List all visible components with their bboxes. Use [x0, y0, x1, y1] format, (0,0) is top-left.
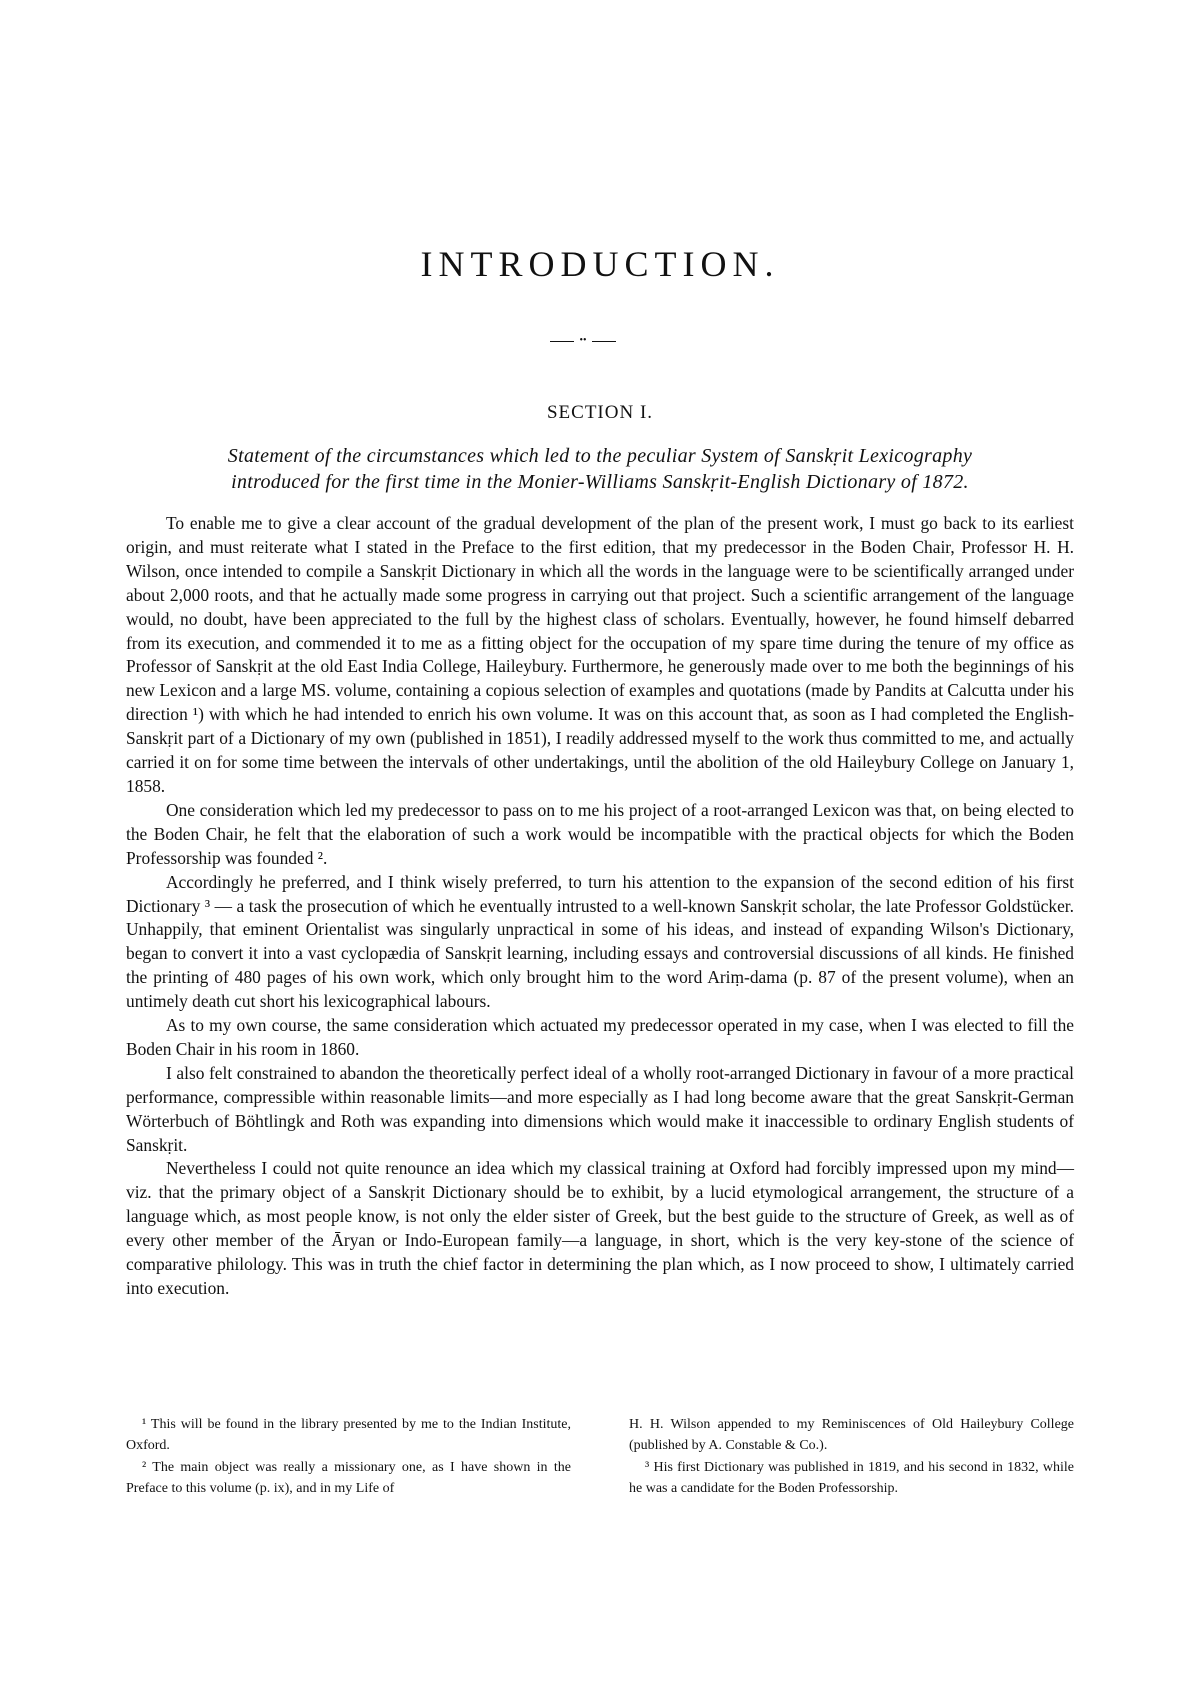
footnotes-left-column: [126, 1415, 571, 1499]
footnotes-right-column: [629, 1415, 1074, 1499]
footnote-1: ¹ This will be found in the library presented by me to the Indian Institute, Oxford.: [126, 1417, 571, 1453]
page-title: INTRODUCTION.: [420, 244, 780, 284]
section-subtitle: [120, 443, 1080, 495]
title-ornament: [550, 337, 616, 347]
body-text: [126, 512, 1074, 1301]
paragraph: One consideration which led my predecessor to pass on to me his project of a root-arranged Lexicon was that, on being elected to the Boden Chair, he felt that the elaboration of such a work would be incompatible with the practical objects for which the Boden Professorship was founded ².: [126, 799, 1074, 868]
footnote-2: ² The main object was really a missionary one, as I have shown in the Preface to this volume (p. ix), and in my Life of: [126, 1460, 571, 1496]
footnote-3: ³ His first Dictionary was published in 1819, and his second in 1832, while he was a candidate for the Boden Professorship.: [629, 1460, 1074, 1496]
footnote-2-continued: H. H. Wilson appended to my Reminiscences of Old Haileybury College (published by A. Constable & Co.).: [629, 1417, 1074, 1453]
paragraph: To enable me to give a clear account of the gradual development of the plan of the present work, I must go back to its earliest origin, and must reiterate what I stated in the Preface to the first edition, that my predecessor in the Boden Chair, Professor H. H. Wilson, once intended to compile a Sanskṛit Dictionary in which all the words in the language were to be scientifically arranged under about 2,000 roots, and that he actually made some progress in carrying out that project. Such a scientific arrangement of the language would, no doubt, have been appreciated to the full by the highest class of scholars. Eventually, however, he found himself debarred from its execution, and commended it to me as a fitting object for the occupation of my spare time during the tenure of my office as Professor of Sanskṛit at the old East India College, Haileybury. Furthermore, he generously made over to me both the beginnings of his new Lexicon and a large MS. volume, containing a copious selection of examples and quotations (made by Pandits at Calcutta under his direction ¹) with which he had intended to enrich his own volume. It was on this account that, as soon as I had completed the English-Sanskṛit part of a Dictionary of my own (published in 1851), I readily addressed myself to the work thus committed to me, and actually carried it on for some time between the intervals of other undertakings, until the abolition of the old Haileybury College on January 1, 1858.: [126, 513, 1074, 796]
paragraph: As to my own course, the same consideration which actuated my predecessor operated in my case, when I was elected to fill the Boden Chair in his room in 1860.: [126, 1015, 1074, 1059]
ornament-dots: ••: [574, 332, 592, 350]
paragraph: I also felt constrained to abandon the theoretically perfect ideal of a wholly root-arranged Dictionary in favour of a more practical performance, compressible within reasonable limits—and more especially as I had long become aware that the great Sanskṛit-German Wörterbuch of Böhtlingk and Roth was expanding into dimensions which would make it inaccessible to ordinary English students of Sanskṛit.: [126, 1062, 1074, 1155]
section-heading: SECTION I.: [546, 402, 654, 423]
subtitle-line-2: introduced for the first time in the Monier-Williams Sanskṛit-English Dictionary of 1872.: [231, 471, 969, 493]
paragraph: Nevertheless I could not quite renounce an idea which my classical training at Oxford had forcibly impressed upon my mind—viz. that the primary object of a Sanskṛit Dictionary should be to exhibit, by a lucid etymological arrangement, the structure of a language which, as most people know, is not only the elder sister of Greek, but the best guide to the structure of Greek, as well as of every other member of the Āryan or Indo-European family—a language, in short, which is the very key-stone of the science of comparative philology. This was in truth the chief factor in determining the plan which, as I now proceed to show, I ultimately carried into execution.: [126, 1158, 1074, 1298]
paragraph: Accordingly he preferred, and I think wisely preferred, to turn his attention to the expansion of the second edition of his first Dictionary ³ — a task the prosecution of which he eventually intrusted to a well-known Sanskṛit scholar, the late Professor Goldstücker. Unhappily, that eminent Orientalist was singularly unpractical in some of his ideas, and instead of expanding Wilson's Dictionary, began to convert it into a vast cyclopædia of Sanskṛit learning, including essays and controversial discussions of all kinds. He finished the printing of 480 pages of his own work, which only brought him to the word Ariṃ-dama (p. 87 of the present volume), when an untimely death cut short his lexicographical labours.: [126, 871, 1074, 1012]
footnotes: [126, 1415, 1074, 1499]
subtitle-line-1: Statement of the circumstances which led to the peculiar System of Sanskṛit Lexicography: [227, 445, 973, 467]
